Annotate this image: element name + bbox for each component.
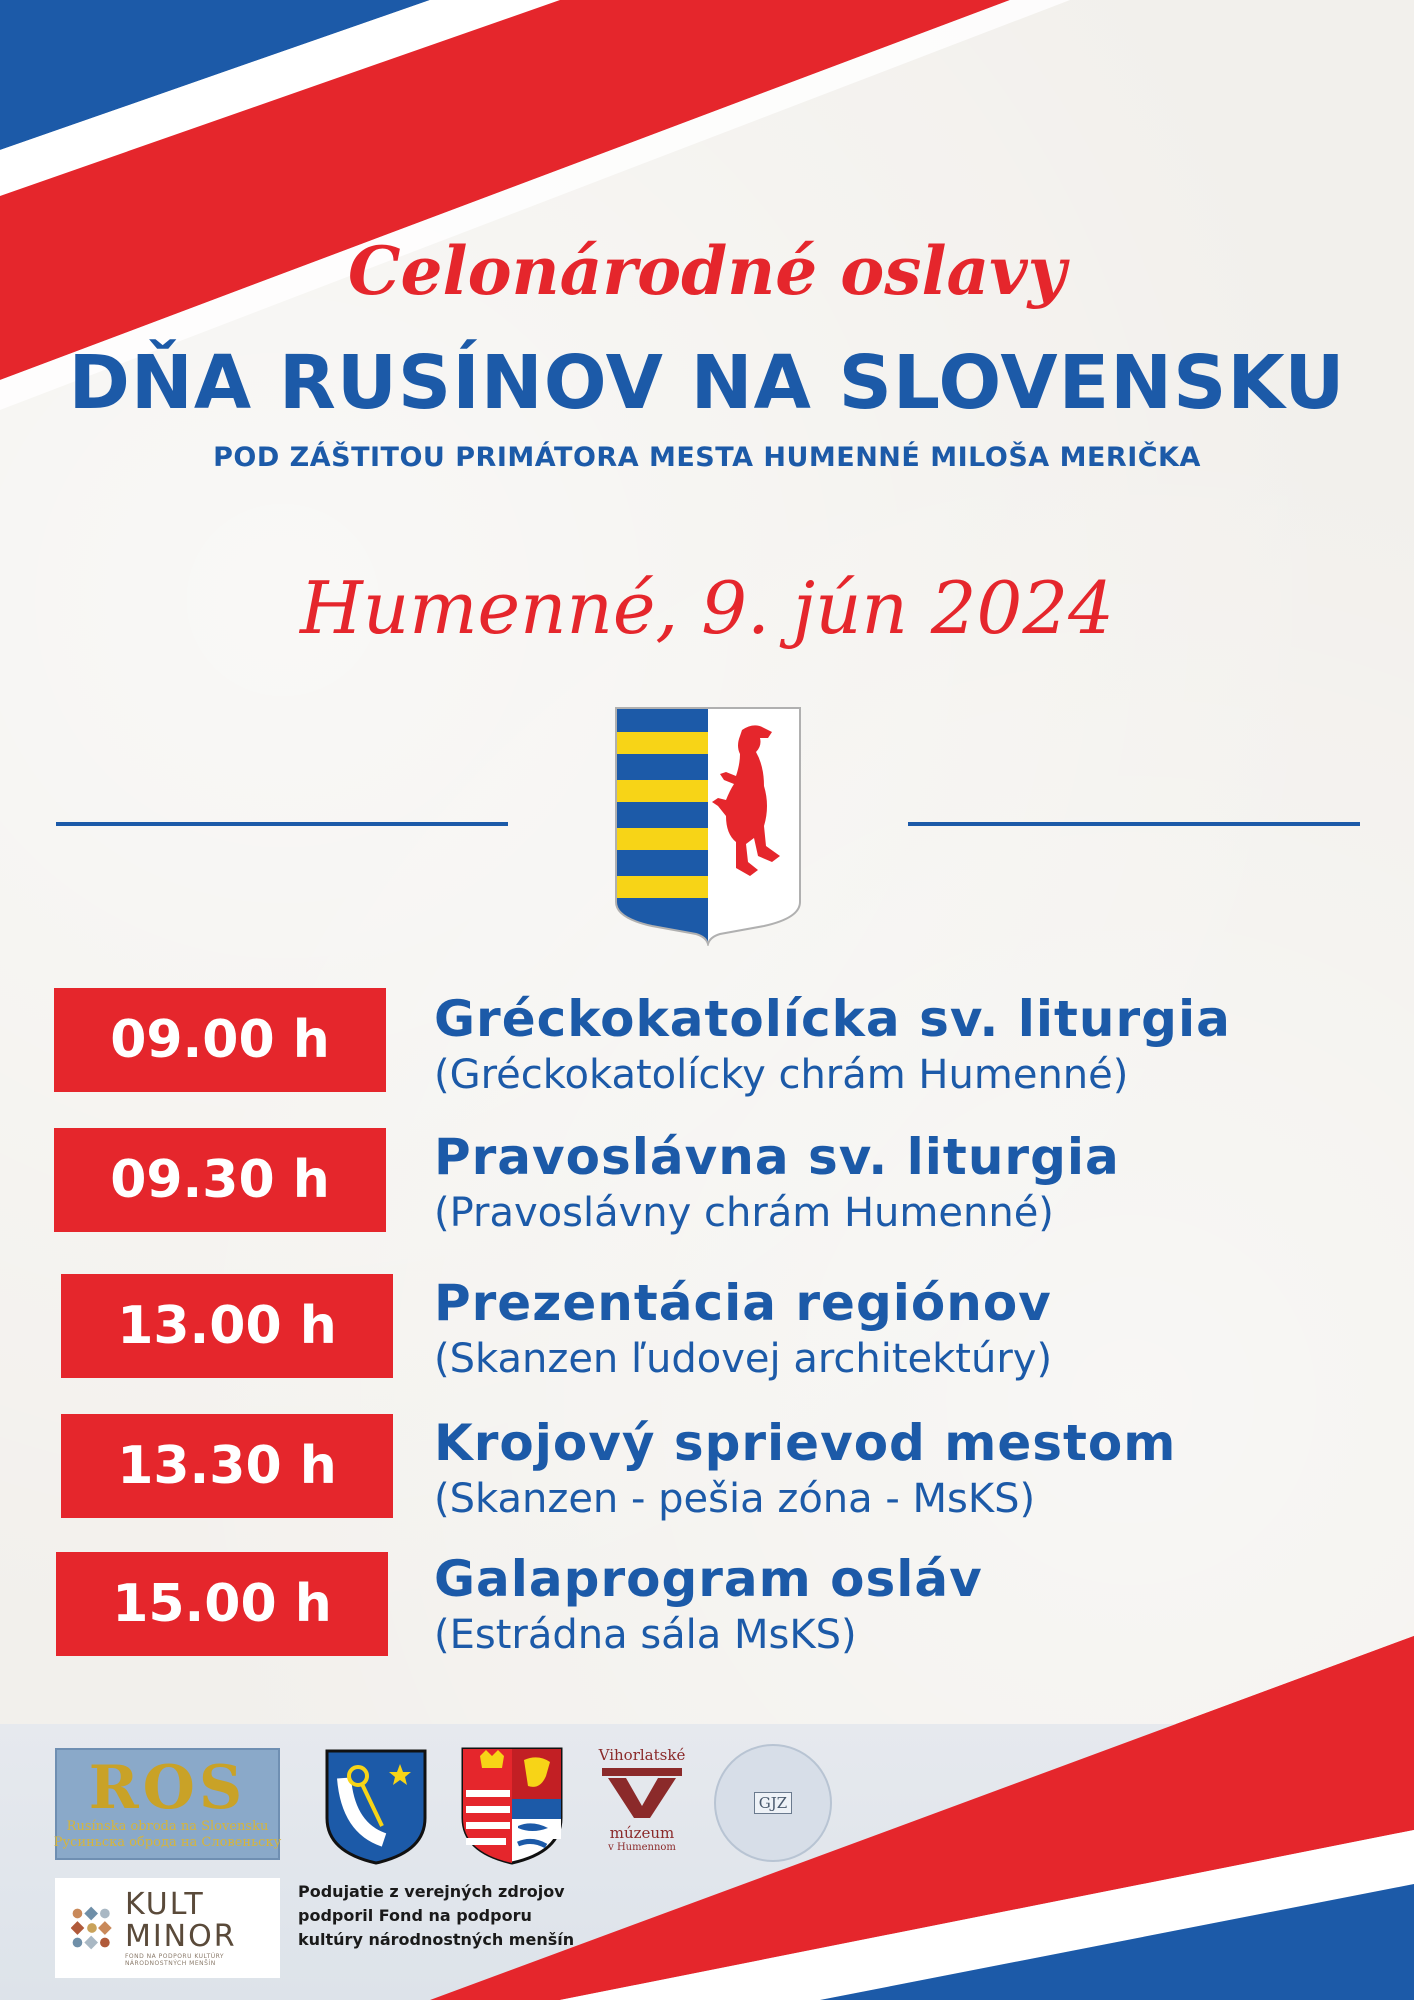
event-place: (Estrádna sála MsKS) [434,1612,857,1658]
time-badge: 13.30 h [61,1414,393,1518]
event-title: Prezentácia regiónov [434,1274,1052,1332]
subtitle: POD ZÁŠTITOU PRIMÁTORA MESTA HUMENNÉ MILOŠA MERIČKA [213,442,1201,473]
minor-word: MINOR [124,1919,237,1954]
kult-minor-pattern-icon [71,1902,113,1954]
support-line-3: kultúry národnostných menšín [298,1930,575,1949]
event-title: Galaprogram osláv [434,1550,983,1608]
ros-logo-line1: Rusínska obroda na Slovensku [66,1819,269,1834]
ros-logo-line2: Русиньска оброда на Словеньску [53,1835,282,1850]
gymnazium-seal-icon [714,1744,832,1862]
museum-name-top: Vihorlatské [598,1746,686,1764]
event-place: (Pravoslávny chrám Humenné) [434,1190,1054,1236]
time-badge: 13.00 h [61,1274,393,1378]
support-line-2: podporil Fond na podporu [298,1906,532,1925]
kult-minor-caption: FOND NA PODPORU KULTÚRY NÁRODNOSTNÝCH MENŠÍN [124,1953,225,1967]
time-badge: 09.30 h [54,1128,386,1232]
museum-logo [594,1746,690,1853]
presov-region-coat-of-arms-icon [460,1746,564,1866]
ros-logo [55,1748,280,1860]
kult-word: KULT [124,1887,205,1922]
time-badge: 15.00 h [56,1552,388,1656]
museum-logo-icon [594,1764,690,1820]
kult-minor-logo [55,1878,280,1978]
script-title: Celonárodné oslavy [348,232,1066,310]
event-place: (Gréckokatolícky chrám Humenné) [434,1052,1129,1098]
event-title: Gréckokatolícka sv. liturgia [434,990,1231,1048]
time-badge: 09.00 h [54,988,386,1092]
main-title: DŇA RUSÍNOV NA SLOVENSKU [68,340,1346,426]
support-statement [298,1880,598,1952]
event-place: (Skanzen ľudovej architektúry) [434,1336,1053,1382]
ros-logo-letters: ROS [88,1753,247,1823]
support-line-1: Podujatie z verejných zdrojov [298,1882,565,1901]
humenne-coat-of-arms-icon [324,1748,428,1866]
event-title: Pravoslávna sv. liturgia [434,1128,1120,1186]
event-title: Krojový sprievod mestom [434,1414,1177,1472]
event-place: (Skanzen - pešia zóna - MsKS) [434,1476,1036,1522]
gjz-label: GJZ [754,1792,792,1814]
date-place: Humenné, 9. jún 2024 [300,566,1114,650]
museum-name-bottom: múzeum [609,1824,675,1842]
museum-city: v Humennom [608,1842,676,1853]
